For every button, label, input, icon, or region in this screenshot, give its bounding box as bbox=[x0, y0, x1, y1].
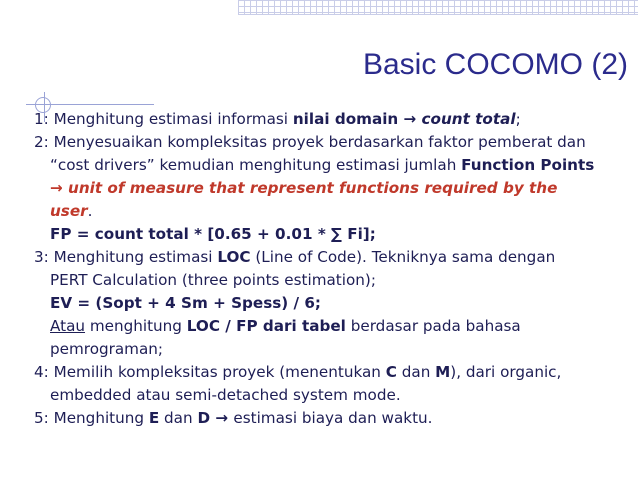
item-1-end: ; bbox=[515, 110, 521, 128]
item-2 bbox=[34, 131, 630, 154]
item-2-text: Menyesuaikan kompleksitas proyek berdasarkan faktor pemberat dan bbox=[48, 133, 586, 151]
item-2-line-2-text: “cost drivers” kemudian menghitung estimasi jumlah bbox=[50, 156, 462, 174]
atau-line-2: pemrograman; bbox=[50, 340, 164, 358]
item-3-text-b: (Line of Code). Tekniknya sama dengan bbox=[250, 248, 556, 266]
item-3-line-2: PERT Calculation (three points estimation); bbox=[50, 271, 376, 289]
item-4 bbox=[34, 361, 630, 384]
atau-text-b: berdasar pada bahasa bbox=[345, 317, 521, 335]
arrow-icon: → bbox=[398, 110, 422, 128]
atau-word: Atau bbox=[50, 317, 86, 335]
arrow-icon: → bbox=[210, 409, 234, 427]
atau-bold: LOC / FP dari tabel bbox=[186, 317, 346, 335]
item-1-italic: count total bbox=[421, 110, 516, 128]
slide-title: Basic COCOMO (2) bbox=[362, 48, 628, 81]
item-4-dan: dan bbox=[396, 363, 436, 381]
item-1 bbox=[34, 108, 630, 131]
item-4-text-b: ), dari organic, bbox=[450, 363, 562, 381]
item-1-bold: nilai domain bbox=[292, 110, 399, 128]
item-5-text-a: Menghitung bbox=[48, 409, 149, 427]
item-4-number: 4: bbox=[34, 363, 49, 381]
item-5-text-b: estimasi biaya dan waktu. bbox=[233, 409, 433, 427]
item-3-number: 3: bbox=[34, 248, 49, 266]
item-5-number: 5: bbox=[34, 409, 49, 427]
slide-body bbox=[34, 108, 630, 430]
item-1-text: Menghitung estimasi informasi bbox=[48, 110, 293, 128]
item-5 bbox=[34, 407, 630, 430]
item-3-loc: LOC bbox=[217, 248, 251, 266]
atau-text-a: menghitung bbox=[85, 317, 187, 335]
item-4-text-a: Memilih kompleksitas proyek (menentukan bbox=[48, 363, 386, 381]
item-1-number: 1: bbox=[34, 110, 49, 128]
item-2-line-3 bbox=[34, 177, 630, 200]
item-4-m: M bbox=[435, 363, 451, 381]
ev-formula: EV = (Sopt + 4 Sm + Spess) / 6; bbox=[50, 294, 321, 312]
item-4-c: C bbox=[385, 363, 397, 381]
item-2-function-points: Function Points bbox=[461, 156, 595, 174]
item-2-line-4 bbox=[34, 200, 630, 223]
item-3 bbox=[34, 246, 630, 269]
item-2-number: 2: bbox=[34, 133, 49, 151]
item-5-e: E bbox=[148, 409, 160, 427]
item-2-line-2 bbox=[34, 154, 630, 177]
item-2-red-text: unit of measure that represent functions required by the bbox=[68, 179, 558, 197]
item-2-period: . bbox=[87, 202, 93, 220]
arrow-icon: → bbox=[50, 179, 69, 197]
item-4-line-2: embedded atau semi-detached system mode. bbox=[50, 386, 401, 404]
header-grid-decoration bbox=[238, 0, 638, 15]
item-2-red-user: user bbox=[50, 202, 88, 220]
item-5-dan: dan bbox=[159, 409, 198, 427]
atau-line bbox=[34, 315, 630, 338]
item-3-text-a: Menghitung estimasi bbox=[48, 248, 218, 266]
fp-formula: FP = count total * [0.65 + 0.01 * ∑ Fi]; bbox=[50, 225, 376, 243]
item-5-d: D bbox=[197, 409, 211, 427]
